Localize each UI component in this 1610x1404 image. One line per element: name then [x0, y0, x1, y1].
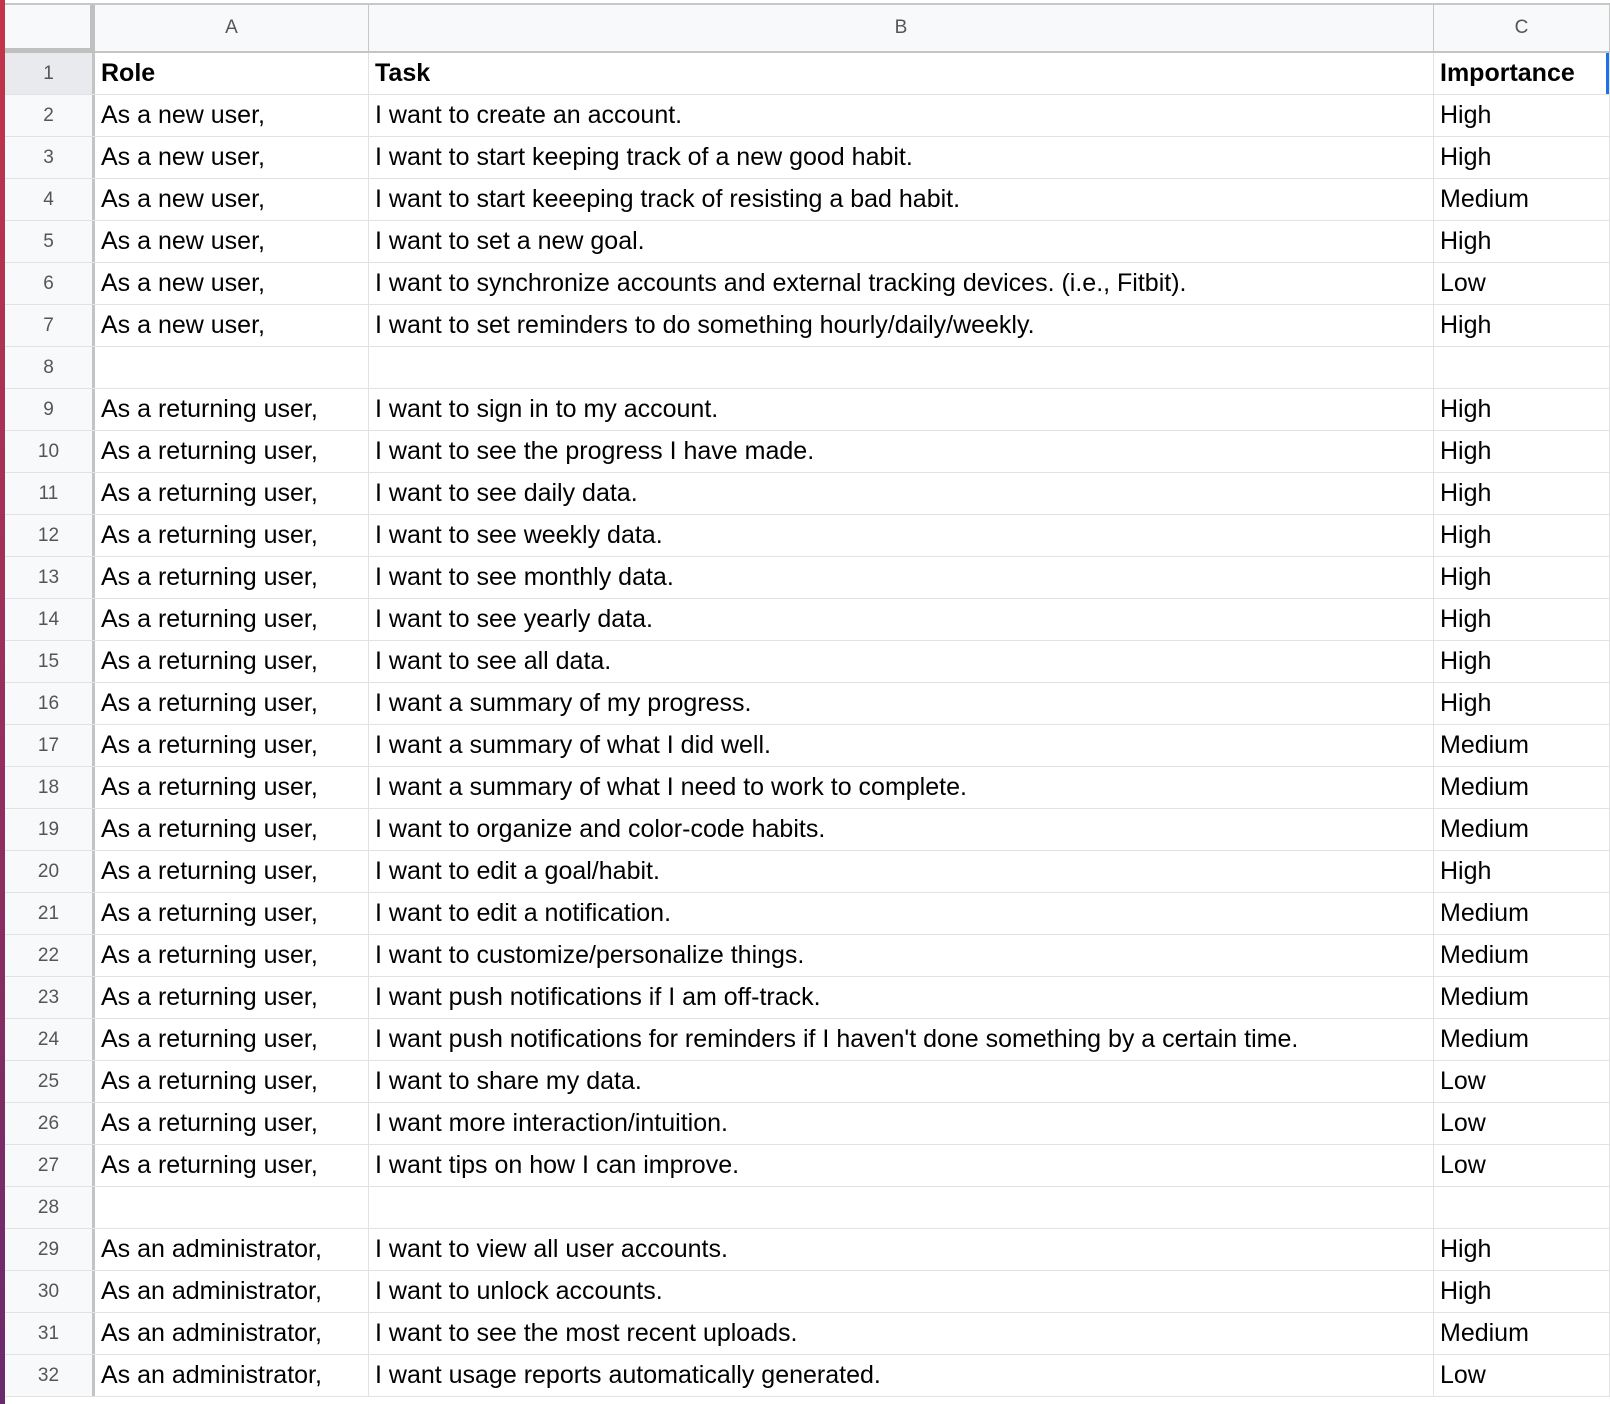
table-row — [5, 1313, 1610, 1355]
column-header-bar — [5, 5, 1610, 53]
cell-importance[interactable]: High — [1434, 851, 1610, 892]
cell-role[interactable]: As a returning user, — [95, 389, 369, 430]
cell-task[interactable]: I want to unlock accounts. — [369, 1271, 1434, 1312]
table-row — [5, 851, 1610, 893]
cell-importance[interactable]: Medium — [1434, 977, 1610, 1018]
cell-task[interactable]: I want a summary of what I did well. — [369, 725, 1434, 766]
cell-task[interactable]: I want to view all user accounts. — [369, 1229, 1434, 1270]
cell-role[interactable]: As a returning user, — [95, 1019, 369, 1060]
cell-importance[interactable]: Medium — [1434, 725, 1610, 766]
cell-importance[interactable]: Medium — [1434, 809, 1610, 850]
cell-role[interactable]: As an administrator, — [95, 1271, 369, 1312]
row-header[interactable]: 19 — [5, 809, 95, 850]
cell-role[interactable]: As a returning user, — [95, 473, 369, 514]
table-row — [5, 1103, 1610, 1145]
row-header[interactable]: 28 — [5, 1187, 95, 1228]
cell-task[interactable]: I want to set reminders to do something hourly/daily/weekly. — [369, 305, 1434, 346]
cell-task[interactable]: I want to share my data. — [369, 1061, 1434, 1102]
table-row — [5, 1145, 1610, 1187]
cell-task[interactable]: I want to see all data. — [369, 641, 1434, 682]
cell-role[interactable]: As a returning user, — [95, 851, 369, 892]
table-row — [5, 137, 1610, 179]
table-row — [5, 1061, 1610, 1103]
cell-importance[interactable] — [1434, 347, 1610, 388]
cell-importance[interactable]: Low — [1434, 1103, 1610, 1144]
cell-importance[interactable]: Medium — [1434, 1313, 1610, 1354]
cell-role[interactable]: As a new user, — [95, 305, 369, 346]
row-header[interactable]: 30 — [5, 1271, 95, 1312]
cell-role[interactable]: As a returning user, — [95, 767, 369, 808]
cell-role[interactable]: As a returning user, — [95, 431, 369, 472]
table-row — [5, 95, 1610, 137]
cell-importance[interactable]: Medium — [1434, 935, 1610, 976]
cell-importance[interactable]: High — [1434, 1229, 1610, 1270]
row-header[interactable]: 20 — [5, 851, 95, 892]
cell-role[interactable]: As a returning user, — [95, 809, 369, 850]
cell-role[interactable]: As a new user, — [95, 179, 369, 220]
table-row — [5, 347, 1610, 389]
cell-importance[interactable]: Medium — [1434, 1019, 1610, 1060]
cell-task[interactable]: I want more interaction/intuition. — [369, 1103, 1434, 1144]
table-row — [5, 809, 1610, 851]
cell-importance[interactable]: High — [1434, 473, 1610, 514]
table-row — [5, 515, 1610, 557]
table-row — [5, 683, 1610, 725]
row-header[interactable]: 24 — [5, 1019, 95, 1060]
table-row — [5, 263, 1610, 305]
table-row — [5, 431, 1610, 473]
cell-role[interactable]: As a new user, — [95, 221, 369, 262]
table-row — [5, 1355, 1610, 1397]
cell-role[interactable]: As an administrator, — [95, 1355, 369, 1396]
row-header[interactable]: 26 — [5, 1103, 95, 1144]
row-header[interactable]: 13 — [5, 557, 95, 598]
spreadsheet-grid — [5, 5, 1610, 1397]
cell-importance[interactable]: Low — [1434, 1061, 1610, 1102]
row-header[interactable]: 32 — [5, 1355, 95, 1396]
cell-importance[interactable]: High — [1434, 515, 1610, 556]
cell-task[interactable]: I want to create an account. — [369, 95, 1434, 136]
cell-role[interactable]: As a returning user, — [95, 641, 369, 682]
row-header[interactable]: 4 — [5, 179, 95, 220]
table-row — [5, 473, 1610, 515]
row-header[interactable]: 25 — [5, 1061, 95, 1102]
row-header[interactable]: 11 — [5, 473, 95, 514]
cell-task[interactable]: I want to sign in to my account. — [369, 389, 1434, 430]
table-row — [5, 1019, 1610, 1061]
cell-role[interactable]: As a returning user, — [95, 725, 369, 766]
cell-importance[interactable]: High — [1434, 305, 1610, 346]
select-all-corner[interactable] — [5, 5, 95, 53]
table-row — [5, 893, 1610, 935]
row-header[interactable]: 6 — [5, 263, 95, 304]
row-header[interactable]: 18 — [5, 767, 95, 808]
row-header[interactable]: 17 — [5, 725, 95, 766]
cell-task[interactable]: I want to see monthly data. — [369, 557, 1434, 598]
row-header[interactable]: 12 — [5, 515, 95, 556]
row-header[interactable]: 16 — [5, 683, 95, 724]
cell-task[interactable]: I want push notifications for reminders if I haven't done something by a certain time. — [369, 1019, 1434, 1060]
cell-role[interactable]: As an administrator, — [95, 1313, 369, 1354]
cell-importance[interactable]: High — [1434, 221, 1610, 262]
cell-task[interactable]: I want to set a new goal. — [369, 221, 1434, 262]
row-header[interactable]: 1 — [5, 53, 95, 94]
cell-role-header[interactable]: Role — [95, 53, 369, 94]
cell-role[interactable]: As a new user, — [95, 137, 369, 178]
row-header[interactable]: 9 — [5, 389, 95, 430]
cell-task[interactable]: I want to organize and color-code habits. — [369, 809, 1434, 850]
cell-importance[interactable]: Medium — [1434, 179, 1610, 220]
table-row — [5, 977, 1610, 1019]
cell-role[interactable] — [95, 1187, 369, 1228]
cell-task[interactable]: I want to synchronize accounts and external tracking devices. (i.e., Fitbit). — [369, 263, 1434, 304]
cell-importance[interactable]: Low — [1434, 1145, 1610, 1186]
cell-task[interactable]: I want to edit a notification. — [369, 893, 1434, 934]
row-header[interactable]: 22 — [5, 935, 95, 976]
cell-role[interactable]: As an administrator, — [95, 1229, 369, 1270]
table-row — [5, 557, 1610, 599]
cell-role[interactable]: As a new user, — [95, 95, 369, 136]
cell-importance[interactable]: Medium — [1434, 767, 1610, 808]
cell-importance[interactable]: High — [1434, 137, 1610, 178]
row-header[interactable]: 2 — [5, 95, 95, 136]
cell-task[interactable] — [369, 347, 1434, 388]
table-row — [5, 641, 1610, 683]
cell-role[interactable]: As a returning user, — [95, 893, 369, 934]
cell-importance[interactable] — [1434, 1187, 1610, 1228]
table-row — [5, 1187, 1610, 1229]
row-header[interactable]: 23 — [5, 977, 95, 1018]
cell-task[interactable]: I want to start keeeping track of resisting a bad habit. — [369, 179, 1434, 220]
cell-role[interactable] — [95, 347, 369, 388]
column-header-b[interactable]: B — [369, 5, 1434, 51]
cell-role[interactable]: As a returning user, — [95, 977, 369, 1018]
row-header[interactable]: 3 — [5, 137, 95, 178]
row-header[interactable]: 29 — [5, 1229, 95, 1270]
cell-importance[interactable]: Low — [1434, 263, 1610, 304]
table-row — [5, 599, 1610, 641]
table-row — [5, 305, 1610, 347]
cell-task[interactable]: I want to customize/personalize things. — [369, 935, 1434, 976]
cell-importance[interactable]: High — [1434, 683, 1610, 724]
cell-importance[interactable]: High — [1434, 95, 1610, 136]
cell-role[interactable]: As a returning user, — [95, 557, 369, 598]
cell-task[interactable]: I want to see the progress I have made. — [369, 431, 1434, 472]
cell-task[interactable]: I want usage reports automatically generated. — [369, 1355, 1434, 1396]
cell-task[interactable]: I want to see yearly data. — [369, 599, 1434, 640]
cell-importance[interactable]: Medium — [1434, 893, 1610, 934]
table-row — [5, 725, 1610, 767]
table-row — [5, 1229, 1610, 1271]
cell-role[interactable]: As a returning user, — [95, 1145, 369, 1186]
cell-importance[interactable]: Low — [1434, 1355, 1610, 1396]
cell-importance[interactable]: High — [1434, 557, 1610, 598]
cell-importance[interactable]: High — [1434, 431, 1610, 472]
row-header[interactable]: 21 — [5, 893, 95, 934]
cell-role[interactable]: As a returning user, — [95, 683, 369, 724]
cell-task[interactable]: I want push notifications if I am off-track. — [369, 977, 1434, 1018]
cell-role[interactable]: As a returning user, — [95, 1103, 369, 1144]
cell-task-header[interactable]: Task — [369, 53, 1434, 94]
table-header-row — [5, 53, 1610, 95]
column-header-a[interactable]: A — [95, 5, 369, 51]
row-header[interactable]: 31 — [5, 1313, 95, 1354]
table-row — [5, 221, 1610, 263]
row-header[interactable]: 10 — [5, 431, 95, 472]
row-header[interactable]: 15 — [5, 641, 95, 682]
cell-importance[interactable]: High — [1434, 389, 1610, 430]
cell-role[interactable]: As a returning user, — [95, 935, 369, 976]
cell-role[interactable]: As a returning user, — [95, 515, 369, 556]
cell-task[interactable]: I want to see weekly data. — [369, 515, 1434, 556]
cell-task[interactable]: I want to edit a goal/habit. — [369, 851, 1434, 892]
cell-task[interactable]: I want to see daily data. — [369, 473, 1434, 514]
cell-role[interactable]: As a returning user, — [95, 599, 369, 640]
cell-task[interactable]: I want to see the most recent uploads. — [369, 1313, 1434, 1354]
table-row — [5, 935, 1610, 977]
row-header[interactable]: 8 — [5, 347, 95, 388]
cell-text: Importance — [1440, 59, 1575, 87]
table-row — [5, 1271, 1610, 1313]
cell-task[interactable]: I want a summary of what I need to work to complete. — [369, 767, 1434, 808]
table-row — [5, 179, 1610, 221]
cell-importance[interactable]: High — [1434, 599, 1610, 640]
cell-task[interactable]: I want tips on how I can improve. — [369, 1145, 1434, 1186]
cell-role[interactable]: As a returning user, — [95, 1061, 369, 1102]
cell-importance-header[interactable] — [1434, 53, 1610, 94]
table-row — [5, 389, 1610, 431]
cell-importance[interactable]: High — [1434, 641, 1610, 682]
row-header[interactable]: 5 — [5, 221, 95, 262]
selection-border — [1606, 53, 1609, 94]
row-header[interactable]: 7 — [5, 305, 95, 346]
cell-task[interactable]: I want to start keeping track of a new good habit. — [369, 137, 1434, 178]
cell-task[interactable]: I want a summary of my progress. — [369, 683, 1434, 724]
cell-task[interactable] — [369, 1187, 1434, 1228]
cell-importance[interactable]: High — [1434, 1271, 1610, 1312]
column-header-c[interactable]: C — [1434, 5, 1610, 51]
row-header[interactable]: 27 — [5, 1145, 95, 1186]
table-row — [5, 767, 1610, 809]
cell-role[interactable]: As a new user, — [95, 263, 369, 304]
row-header[interactable]: 14 — [5, 599, 95, 640]
